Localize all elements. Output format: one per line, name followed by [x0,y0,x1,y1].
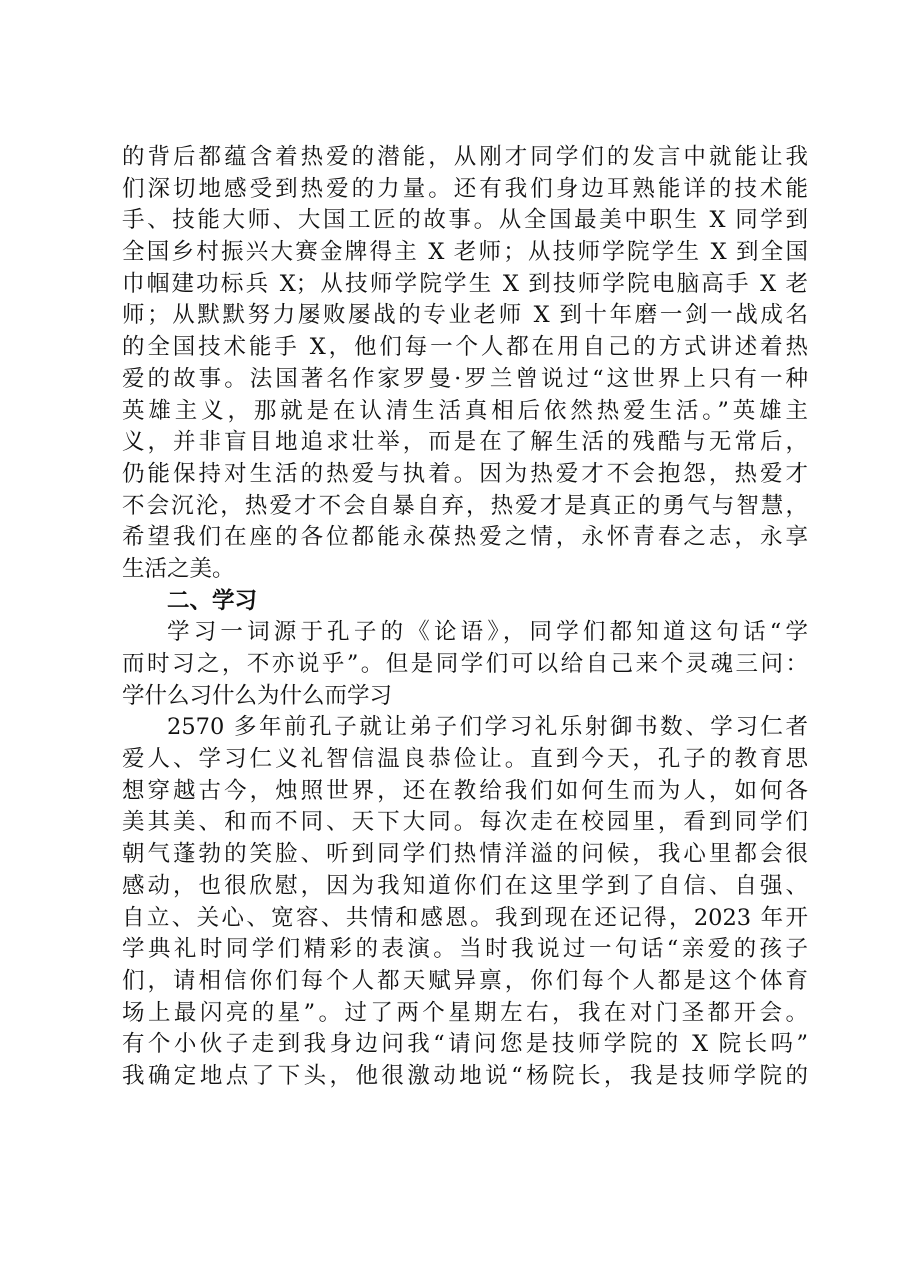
text-line: 不会沉沦，热爱才不会自暴自弃，热爱才是真正的勇气与智慧， [122,492,808,519]
text-line: 美其美、和而不同、天下大同。每次走在校园里，看到同学们 [122,809,808,836]
text-line: 想穿越古今，烛照世界，还在教给我们如何生而为人，如何各 [122,777,808,804]
text-line: 生活之美。 [122,555,235,582]
text-line: 手、技能大师、大国工匠的故事。从全国最美中职生 X 同学到 [122,207,808,234]
text-line: 们深切地感受到热爱的力量。还有我们身边耳熟能详的技术能 [122,175,808,202]
text-line: 感动，也很欣慰，因为我知道你们在这里学到了自信、自强、 [122,872,808,899]
text-line: 仍能保持对生活的热爱与执着。因为热爱才不会抱怨，热爱才 [122,460,808,487]
text-line: 而时习之，不亦说乎”。但是同学们可以给自己来个灵魂三问： [122,651,808,677]
text-line: 的全国技术能手 X，他们每一个人都在用自己的方式讲述着热 [122,334,808,361]
text-line: 学什么习什么为什么而学习 [122,682,393,709]
document-body [122,142,808,1093]
text-line: 希望我们在座的各位都能永葆热爱之情，永怀青春之志，永享 [122,524,808,551]
text-line: 2570 多年前孔子就让弟子们学习礼乐射御书数、学习仁者 [167,714,808,741]
text-line: 学习一词源于孔子的《论语》，同学们都知道这句话“学 [167,619,808,646]
section-heading: 二、学习 [167,587,258,614]
text-line: 巾帼建功标兵 X；从技师学院学生 X 到技师学院电脑高手 X 老 [122,270,808,297]
text-line: 全国乡村振兴大赛金牌得主 X 老师；从技师学院学生 X 到全国 [122,239,808,266]
text-line: 爱人、学习仁义礼智信温良恭俭让。直到今天，孔子的教育思 [122,746,808,773]
text-line: 师；从默默努力屡败屡战的专业老师 X 到十年磨一剑一战成名 [122,302,808,329]
text-line: 爱的故事。法国著名作家罗曼·罗兰曾说过“这世界上只有一种 [122,365,808,392]
text-line: 朝气蓬勃的笑脸、听到同学们热情洋溢的问候，我心里都会很 [122,841,808,868]
text-line: 学典礼时同学们精彩的表演。当时我说过一句话“亲爱的孩子 [122,936,808,963]
text-line: 场上最闪亮的星”。过了两个星期左右，我在对门圣都开会。 [122,999,808,1026]
text-line: 英雄主义，那就是在认清生活真相后依然热爱生活。”英雄主 [122,397,808,424]
text-line: 的背后都蕴含着热爱的潜能，从刚才同学们的发言中就能让我 [122,144,808,170]
text-line: 有个小伙子走到我身边问我“请问您是技师学院的 X 院长吗” [122,1031,808,1058]
text-line: 自立、关心、宽容、共情和感恩。我到现在还记得，2023 年开 [122,904,808,931]
text-line: 们，请相信你们每个人都天赋异禀，你们每个人都是这个体育 [122,967,808,994]
text-line: 义，并非盲目地追求壮举，而是在了解生活的残酷与无常后， [122,429,808,456]
text-line: 我确定地点了下头，他很激动地说“杨院长，我是技师学院的 [122,1062,808,1089]
